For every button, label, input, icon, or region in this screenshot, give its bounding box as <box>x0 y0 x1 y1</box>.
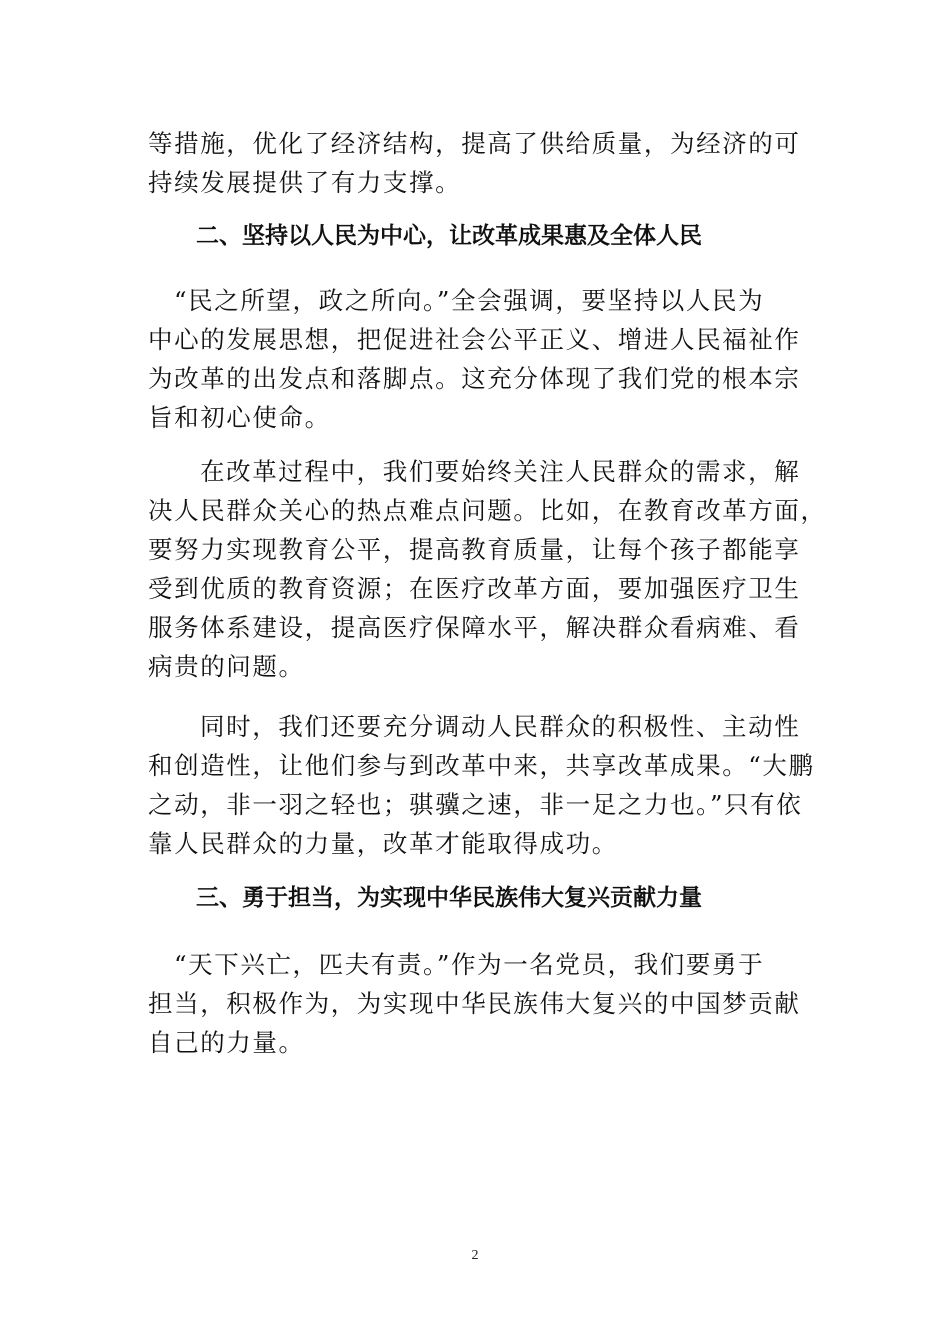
paragraph-line: 中心的发展思想，把促进社会公平正义、增进人民福祉作 <box>148 325 801 354</box>
paragraph-line: 靠人民群众的力量，改革才能取得成功。 <box>148 829 618 858</box>
paragraph-line: 自己的力量。 <box>148 1028 305 1057</box>
paragraph-line: “天下兴亡，匹夫有责。”作为一名党员，我们要勇于 <box>174 950 765 979</box>
section-2-paragraph-1 <box>148 281 828 437</box>
paragraph-line: 持续发展提供了有力支撑。 <box>148 168 462 197</box>
paragraph-line: 之动，非一羽之轻也；骐骥之速，非一足之力也。”只有依 <box>148 790 803 819</box>
paragraph-line: 为改革的出发点和落脚点。这充分体现了我们党的根本宗 <box>148 364 801 393</box>
section-2-paragraph-2 <box>148 452 828 686</box>
page-number: 2 <box>471 1248 479 1263</box>
paragraph-line: 旨和初心使命。 <box>148 403 331 432</box>
paragraph-line: 服务体系建设，提高医疗保障水平，解决群众看病难、看 <box>148 613 801 642</box>
paragraph-line: 在改革过程中，我们要始终关注人民群众的需求，解 <box>200 457 801 486</box>
section-3-paragraph-1 <box>148 945 828 1062</box>
section-2-heading: 二、坚持以人民为中心，让改革成果惠及全体人民 <box>196 223 702 249</box>
paragraph-line: 病贵的问题。 <box>148 652 305 681</box>
paragraph-line: 受到优质的教育资源；在医疗改革方面，要加强医疗卫生 <box>148 574 801 603</box>
paragraph-line: “民之所望，政之所向。”全会强调，要坚持以人民为 <box>174 286 765 315</box>
intro-paragraph <box>148 124 828 202</box>
paragraph-line: 担当，积极作为，为实现中华民族伟大复兴的中国梦贡献 <box>148 989 801 1018</box>
paragraph-line: 和创造性，让他们参与到改革中来，共享改革成果。“大鹏 <box>148 751 815 780</box>
paragraph-line: 决人民群众关心的热点难点问题。比如，在教育改革方面， <box>148 496 827 525</box>
section-2-paragraph-3 <box>148 707 828 863</box>
paragraph-line: 同时，我们还要充分调动人民群众的积极性、主动性 <box>200 712 801 741</box>
paragraph-line: 要努力实现教育公平，提高教育质量，让每个孩子都能享 <box>148 535 801 564</box>
paragraph-line: 等措施，优化了经济结构，提高了供给质量，为经济的可 <box>148 129 801 158</box>
section-3-heading: 三、勇于担当，为实现中华民族伟大复兴贡献力量 <box>196 885 702 911</box>
